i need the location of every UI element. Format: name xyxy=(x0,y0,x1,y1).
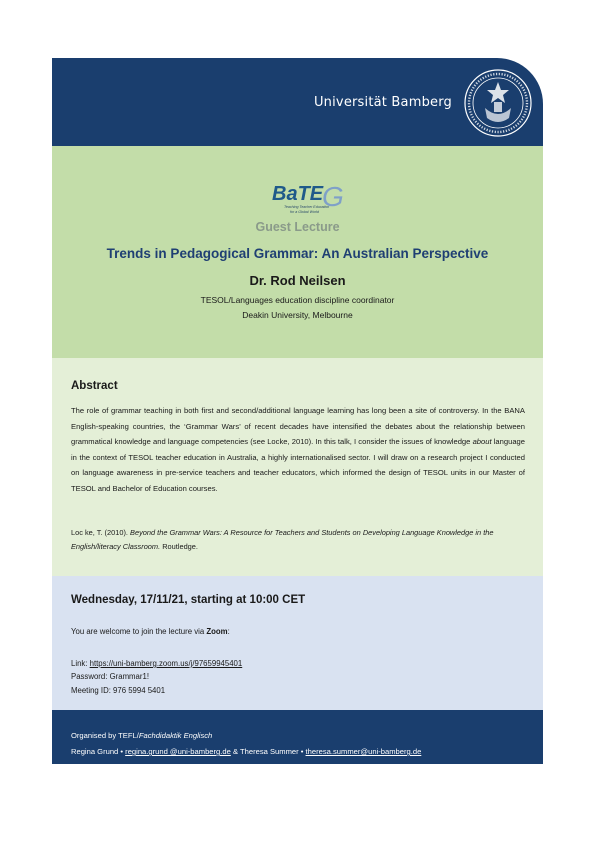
organiser-prefix: Organised by TEFL/ xyxy=(71,731,139,740)
zoom-link[interactable]: https://uni-bamberg.zoom.us/j/97659945401 xyxy=(89,659,243,668)
bullet-1: • xyxy=(118,747,126,756)
footer-band xyxy=(52,710,543,764)
reference xyxy=(71,526,513,554)
organiser-department: Fachdidaktik Englisch xyxy=(138,731,213,740)
svg-text:G: G xyxy=(322,181,344,212)
join-suffix: : xyxy=(227,627,230,636)
contact-person-1: Regina Grund xyxy=(71,747,119,756)
zoom-password: Password: Grammar1! xyxy=(71,672,149,682)
join-text xyxy=(71,627,230,636)
abstract-text-2: language in the context of TESOL teacher education in Australia, a highly internationalised sector. I will draw on a research project I conducted on language awareness in pre-service teachers and teacher educators, which informed the design of TESOL units in our Master of TESOL and Bachelor of Education courses. xyxy=(71,437,525,493)
event-date-heading: Wednesday, 17/11/21, starting at 10:00 CET xyxy=(71,594,306,606)
abstract-emphasis: about xyxy=(472,437,492,447)
bullet-2: • xyxy=(298,747,306,756)
poster xyxy=(52,58,543,764)
event-section xyxy=(52,576,543,710)
contact-person-2: Theresa Summer xyxy=(239,747,299,756)
and-separator: & xyxy=(230,747,240,756)
zoom-meeting-id: Meeting ID: 976 5994 5401 xyxy=(71,685,166,695)
svg-text:BaTE: BaTE xyxy=(272,183,324,205)
join-platform: Zoom xyxy=(206,627,228,636)
abstract-section xyxy=(52,358,543,576)
meeting-details xyxy=(71,657,242,697)
organiser-line xyxy=(71,731,212,740)
speaker-institution: Deakin University, Melbourne xyxy=(242,310,353,320)
speaker-name: Dr. Rod Neilsen xyxy=(249,273,346,288)
abstract-body xyxy=(71,403,525,497)
lecture-title: Trends in Pedagogical Grammar: An Australian Perspective xyxy=(106,246,489,261)
link-label: Link: xyxy=(71,659,90,668)
reference-author: Loc ke, T. (2010). xyxy=(71,528,128,537)
contact-email-1[interactable]: regina.grund @uni-bamberg.de xyxy=(125,747,231,756)
speaker-role: TESOL/Languages education discipline coordinator xyxy=(200,295,395,305)
svg-text:Teaching Teacher Education: Teaching Teacher Education xyxy=(284,205,330,209)
university-seal-icon xyxy=(463,68,533,138)
bateg-logo xyxy=(270,176,348,218)
reference-publisher: Routledge. xyxy=(162,542,198,551)
abstract-text-1: The role of grammar teaching in both first and second/additional language learning has long been a site of controversy. In the BANA English-speaking countries, the ‘Grammar Wars’ of recent decades have intensified the debates about the relationship between grammatical knowledge and language competencies (see Locke, 2010). In this talk, I consider the issues of knowledge xyxy=(71,406,525,447)
abstract-heading: Abstract xyxy=(71,380,118,392)
contact-line xyxy=(71,747,421,756)
svg-text:for a Global World: for a Global World xyxy=(290,210,319,214)
intro-section xyxy=(52,146,543,358)
header-band xyxy=(52,58,543,146)
join-prefix: You are welcome to join the lecture via xyxy=(71,627,207,636)
university-name: Universität Bamberg xyxy=(313,95,452,110)
reference-title: Beyond the Grammar Wars: A Resource for Teachers and Students on Developing Language Knowledge in the English/literacy Classroom. xyxy=(71,528,494,551)
contact-email-2[interactable]: theresa.summer@uni-bamberg.de xyxy=(305,747,422,756)
zoom-link-line xyxy=(71,657,242,670)
event-type-label: Guest Lecture xyxy=(255,220,340,234)
